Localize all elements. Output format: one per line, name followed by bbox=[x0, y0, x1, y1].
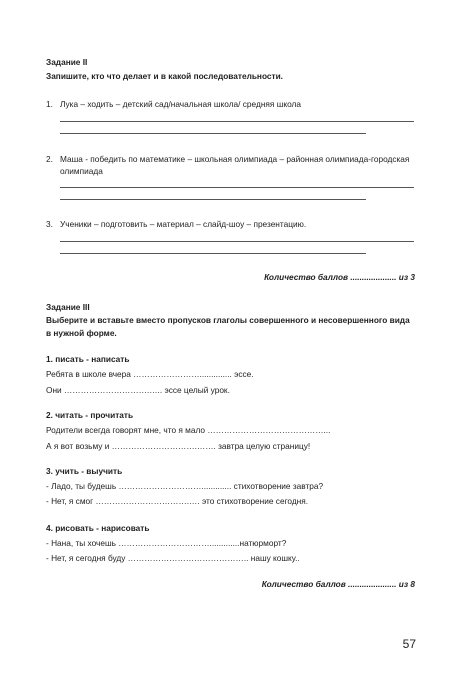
task2-heading: Задание II bbox=[46, 57, 88, 67]
exercise-line: Они ………………………….….. эссе целый урок. bbox=[46, 385, 230, 395]
item-number: 1. bbox=[46, 99, 53, 109]
exercise-line: Ребята в школе вчера …………………….............. эссе. bbox=[46, 369, 254, 379]
item-text-continued: олимпиада bbox=[60, 166, 103, 176]
answer-line[interactable] bbox=[60, 199, 366, 200]
exercise-line: - Нана, ты хочешь …………………………….............натюрморт? bbox=[46, 538, 287, 548]
task3-heading: Задание III bbox=[46, 302, 90, 312]
task3-score: Количество баллов ..................... из 8 bbox=[261, 579, 415, 589]
task2-instruction: Запишите, кто что делает и в какой последовательности. bbox=[46, 71, 283, 81]
exercise-line: - Нет, я сегодня буду …………………………………….. нашу кошку.. bbox=[46, 553, 300, 563]
page-number: 57 bbox=[402, 637, 416, 651]
exercise-line: - Ладо, ты будешь …………………………............. стихотворение завтра? bbox=[46, 481, 324, 491]
item-number: 2. bbox=[46, 154, 53, 164]
answer-line[interactable] bbox=[60, 241, 414, 242]
group-title: 4. рисовать - нарисовать bbox=[46, 523, 150, 533]
task2-score: Количество баллов .................... из 3 bbox=[264, 272, 415, 282]
item-text: Маша - победить по математике – школьная олимпиада – районная олимпиада-городская bbox=[60, 154, 410, 164]
item-number: 3. bbox=[46, 219, 53, 229]
exercise-line: А я вот возьму и ………………………….……. завтра целую страницу! bbox=[46, 441, 311, 451]
task3-instruction: Выберите и вставьте вместо пропусков глаголы совершенного и несовершенного вида bbox=[46, 315, 410, 325]
group-title: 2. читать - прочитать bbox=[46, 410, 134, 420]
item-text: Лука – ходить – детский сад/начальная школа/ средняя школа bbox=[60, 99, 301, 109]
group-title: 3. учить - выучить bbox=[46, 466, 123, 476]
exercise-line: - Нет, я смог …………………………….…. это стихотворение сегодня. bbox=[46, 496, 309, 506]
answer-line[interactable] bbox=[60, 133, 366, 134]
answer-line[interactable] bbox=[60, 253, 366, 254]
answer-line[interactable] bbox=[60, 121, 414, 122]
task3-instruction-continued: в нужной форме. bbox=[46, 328, 117, 338]
item-text: Ученики – подготовить – материал – слайд-шоу – презентацию. bbox=[60, 219, 307, 229]
answer-line[interactable] bbox=[60, 187, 414, 188]
exercise-line: Родители всегда говорят мне, что я мало ……………………………………... bbox=[46, 425, 331, 435]
group-title: 1. писать - написать bbox=[46, 354, 130, 364]
